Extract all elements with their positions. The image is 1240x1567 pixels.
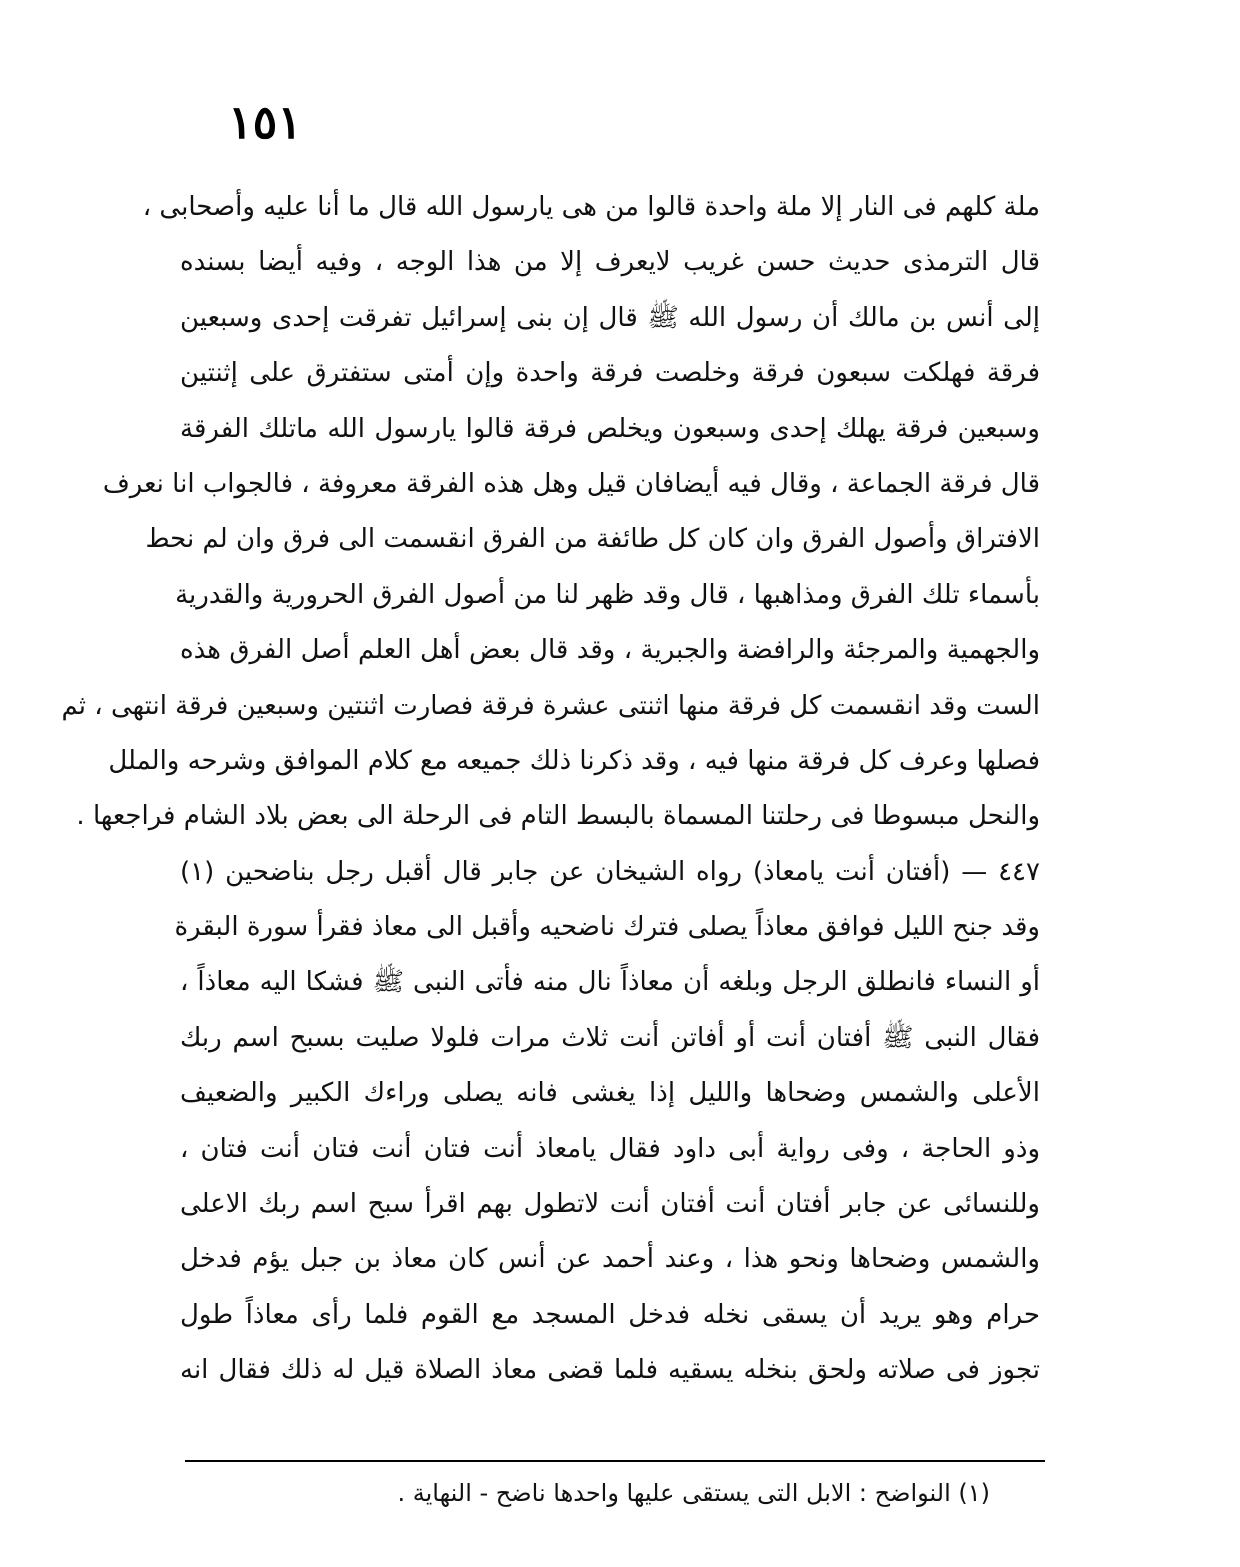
text-line: الأعلى والشمس وضحاها والليل إذا يغشى فانه يصلى وراءك الكبير والضعيف	[180, 1078, 1040, 1109]
text-line: تجوز فى صلاته ولحق بنخله يسقيه فلما قضى معاذ الصلاة قيل له ذلك فقال انه	[180, 1355, 1040, 1386]
text-line: فصلها وعرف كل فرقة منها فيه ، وقد ذكرنا ذلك جميعه مع كلام الموافق وشرحه والملل	[108, 745, 1040, 776]
entry-heading-line: ٤٤٧ — (أفتان أنت يامعاذ) رواه الشيخان عن جابر قال أقبل رجل بناضحين (١)	[180, 856, 1040, 887]
text-line: قال الترمذى حديث حسن غريب لايعرف إلا من هذا الوجه ، وفيه أيضا بسنده	[180, 247, 1040, 278]
text-line: ملة كلهم فى النار إلا ملة واحدة قالوا من هى يارسول الله قال ما أنا عليه وأصحابى ،	[142, 192, 1040, 222]
text-line: الافتراق وأصول الفرق وان كان كل طائفة من الفرق انقسمت الى فرق وان لم نحط	[145, 524, 1040, 555]
text-line: قال فرقة الجماعة ، وقال فيه أيضافان قيل وهل هذه الفرقة معروفة ، فالجواب انا نعرف	[102, 468, 1040, 499]
text-line: حرام وهو يريد أن يسقى نخله فدخل المسجد مع القوم فلما رأى معاذاً طول	[180, 1299, 1040, 1330]
text-line: بأسماء تلك الفرق ومذاهبها ، قال وقد ظهر لنا من أصول الفرق الحرورية والقدرية	[175, 579, 1040, 610]
body-text	[61, 180, 1040, 1399]
text-line: الست وقد انقسمت كل فرقة منها اثنتى عشرة فرقة فصارت اثنتين وسبعين فرقة انتهى ، ثم	[61, 690, 1040, 721]
text-line: أو النساء فانطلق الرجل وبلغه أن معاذاً نال منه فأتى النبى ﷺ فشكا اليه معاذاً ،	[180, 967, 1040, 998]
text-line: والشمس وضحاها ونحو هذا ، وعند أحمد عن أنس كان معاذ بن جبل يؤم فدخل	[180, 1244, 1040, 1275]
footnote: (١) النواضح : الابل التى يستقى عليها واحدها ناضح - النهاية .	[397, 1479, 990, 1507]
text-line: إلى أنس بن مالك أن رسول الله ﷺ قال إن بنى إسرائيل تفرقت إحدى وسبعين	[180, 302, 1040, 333]
text-line: وذو الحاجة ، وفى رواية أبى داود فقال يامعاذ أنت فتان أنت فتان أنت فتان ،	[180, 1133, 1040, 1164]
text-line: وللنسائى عن جابر أفتان أنت أفتان أنت لاتطول بهم اقرأ سبح اسم ربك الاعلى	[180, 1189, 1040, 1220]
text-line: والجهمية والمرجئة والرافضة والجبرية ، وقد قال بعض أهل العلم أصل الفرق هذه	[180, 635, 1040, 666]
text-line: فقال النبى ﷺ أفتان أنت أو أفاتن أنت ثلاث مرات فلولا صليت بسبح اسم ربك	[180, 1022, 1040, 1053]
text-line: وقد جنح الليل فوافق معاذاً يصلى فترك ناضحيه وأقبل الى معاذ فقرأ سورة البقرة	[174, 912, 1040, 943]
text-line: وسبعين فرقة يهلك إحدى وسبعون ويخلص فرقة قالوا يارسول الله ماتلك الفرقة	[180, 413, 1040, 444]
page-number: ١٥١	[227, 95, 303, 149]
footnote-divider	[185, 1460, 1045, 1462]
text-line: والنحل مبسوطا فى رحلتنا المسماة بالبسط التام فى الرحلة الى بعض بلاد الشام فراجعها .	[76, 801, 1040, 832]
text-line: فرقة فهلكت سبعون فرقة وخلصت فرقة واحدة وإن أمتى ستفترق على إثنتين	[180, 358, 1040, 389]
